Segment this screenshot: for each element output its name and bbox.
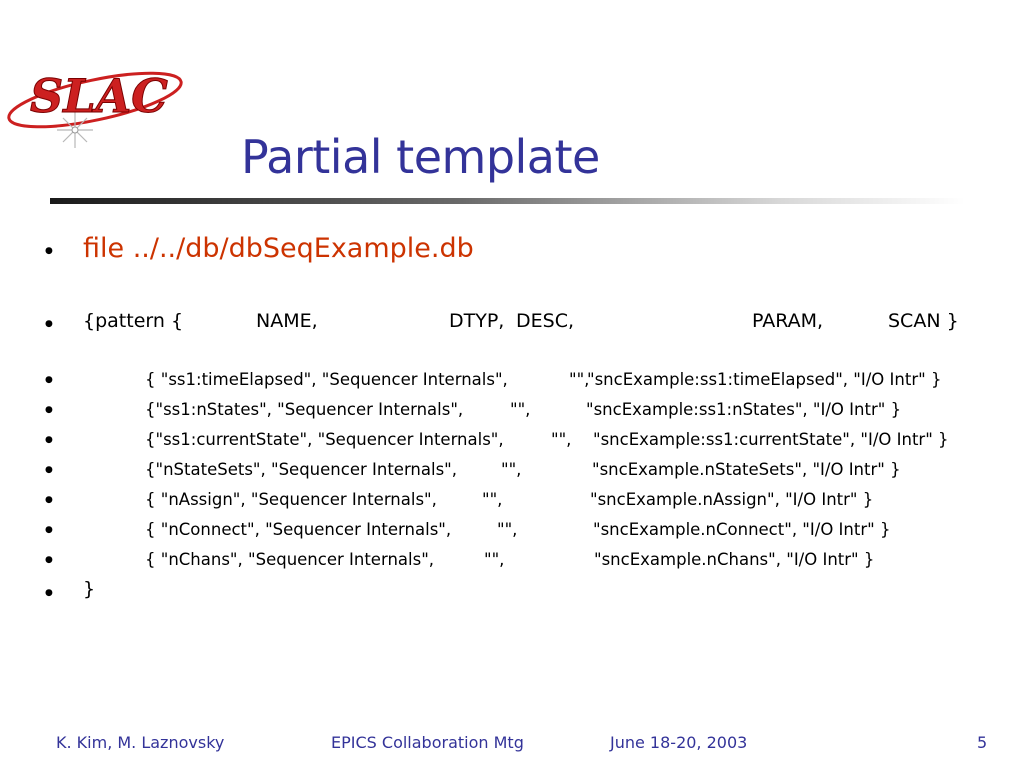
row-5-desc: "", — [497, 520, 518, 539]
row-4-record: { "nAssign", "Sequencer Internals", — [145, 490, 437, 509]
row-0-desc: "", — [569, 370, 590, 389]
pattern-name: NAME, — [256, 310, 318, 332]
pattern-param: PARAM, — [752, 310, 824, 332]
footer-authors: K. Kim, M. Laznovsky — [56, 733, 225, 752]
pattern-desc: DESC, — [516, 310, 575, 332]
page-title: Partial template — [241, 130, 600, 184]
bullet-dot-icon: ● — [45, 525, 53, 535]
bullet-dot-icon: ● — [45, 495, 53, 505]
row-5-record: { "nConnect", "Sequencer Internals", — [145, 520, 452, 539]
bullet-dot-icon: ● — [45, 435, 53, 445]
bullet-dot-icon: ● — [45, 405, 53, 415]
slac-logo — [0, 62, 220, 152]
row-2-desc: "", — [551, 430, 572, 449]
row-0-record: { "ss1:timeElapsed", "Sequencer Internals", — [145, 370, 508, 389]
bullet-dot-icon: ● — [45, 246, 53, 256]
row-6-desc: "", — [484, 550, 505, 569]
title-divider — [50, 198, 965, 204]
row-0-param: "sncExample:ss1:timeElapsed", "I/O Intr" } — [587, 370, 942, 389]
bullet-dot-icon: ● — [45, 555, 53, 565]
row-4-param: "sncExample.nAssign", "I/O Intr" } — [590, 490, 874, 509]
row-4-desc: "", — [482, 490, 503, 509]
row-5-param: "sncExample.nConnect", "I/O Intr" } — [593, 520, 891, 539]
row-3-record: {"nStateSets", "Sequencer Internals", — [145, 460, 458, 479]
footer-date: June 18-20, 2003 — [610, 733, 748, 752]
pattern-dtyp: DTYP, — [449, 310, 505, 332]
closing-brace: } — [83, 578, 96, 600]
row-3-desc: "", — [501, 460, 522, 479]
row-1-param: "sncExample:ss1:nStates", "I/O Intr" } — [586, 400, 902, 419]
footer-meeting: EPICS Collaboration Mtg — [331, 733, 524, 752]
logo-text: SLAC — [30, 69, 168, 123]
row-3-param: "sncExample.nStateSets", "I/O Intr" } — [592, 460, 901, 479]
pattern-open: {pattern { — [83, 310, 184, 332]
bullet-dot-icon: ● — [45, 375, 53, 385]
bullet-dot-icon: ● — [45, 588, 53, 598]
row-6-record: { "nChans", "Sequencer Internals", — [145, 550, 435, 569]
bullet-dot-icon: ● — [45, 465, 53, 475]
row-1-record: {"ss1:nStates", "Sequencer Internals", — [145, 400, 464, 419]
row-2-record: {"ss1:currentState", "Sequencer Internals", — [145, 430, 504, 449]
bullet-dot-icon: ● — [45, 319, 53, 329]
row-6-param: "sncExample.nChans", "I/O Intr" } — [594, 550, 875, 569]
row-1-desc: "", — [510, 400, 531, 419]
pattern-scan: SCAN } — [888, 310, 959, 332]
footer-page-number: 5 — [977, 733, 988, 752]
row-2-param: "sncExample:ss1:currentState", "I/O Intr" } — [593, 430, 949, 449]
file-line: file ../../db/dbSeqExample.db — [83, 233, 474, 264]
